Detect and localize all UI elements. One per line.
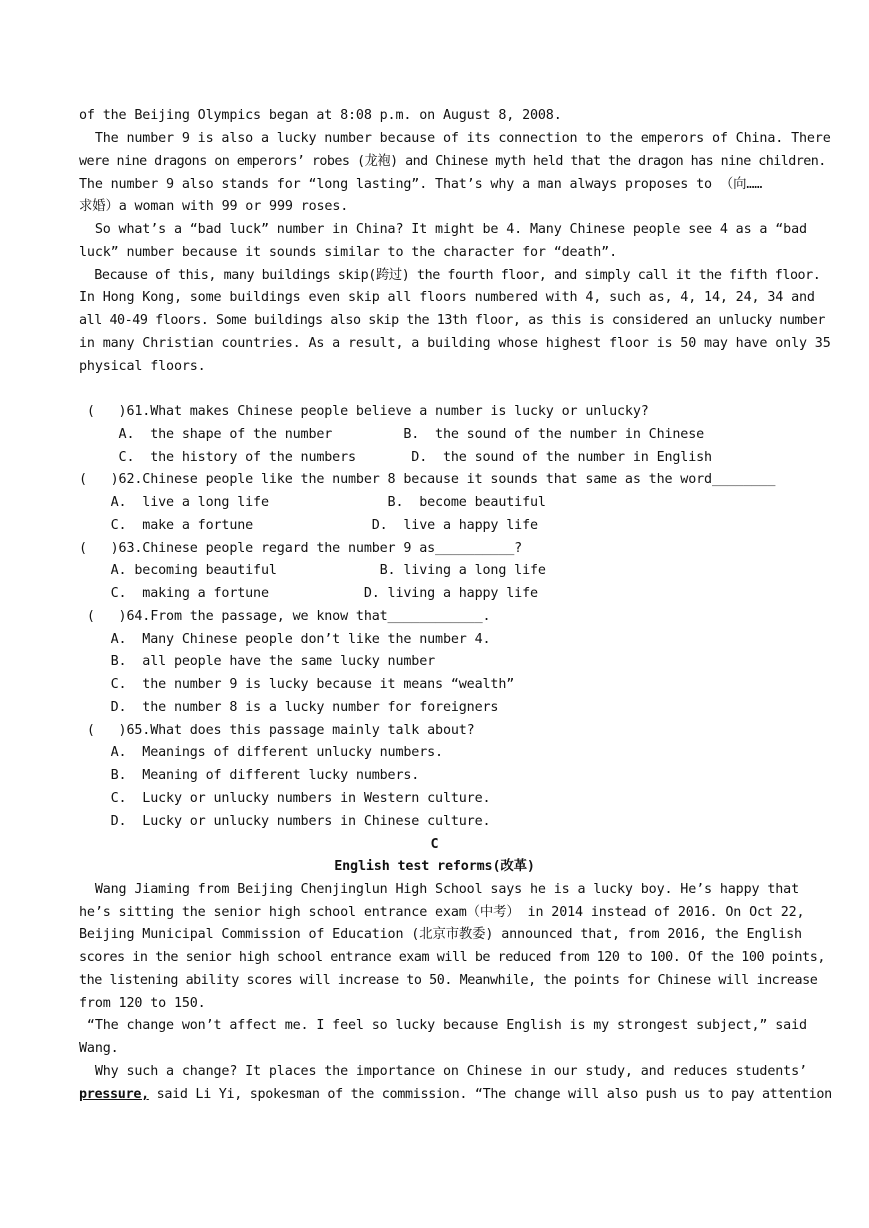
passage-line: Wang. — [79, 1041, 119, 1056]
question-option-64-b: B. all people have the same lucky number — [79, 654, 436, 669]
passage-line: physical floors. — [79, 359, 206, 374]
passage-line-rest: said Li Yi, spokesman of the commission. “The change will also push us to pay attention — [148, 1087, 832, 1102]
question-stem-61: ( )61.What makes Chinese people believe a number is lucky or unlucky? — [79, 404, 649, 419]
passage-line-last — [79, 1087, 832, 1103]
question-option-65-d: D. Lucky or unlucky numbers in Chinese culture. — [79, 814, 491, 829]
passage-line: were nine dragons on emperors’ robes (龙袍) and Chinese myth held that the dragon has nine children. — [79, 154, 826, 169]
passage-line: Because of this, many buildings skip(跨过) the fourth floor, and simply call it the fifth floor. — [79, 268, 821, 283]
question-option-62-cd: C. make a fortune D. live a happy life — [79, 518, 538, 533]
passage-line: In Hong Kong, some buildings even skip all floors numbered with 4, such as, 4, 14, 24, 34 and — [79, 290, 815, 305]
question-option-64-d: D. the number 8 is a lucky number for foreigners — [79, 700, 499, 715]
passage-line: Wang Jiaming from Beijing Chenjinglun High School says he is a lucky boy. He’s happy that — [79, 882, 799, 897]
question-option-61-ab: A. the shape of the number B. the sound of the number in Chinese — [79, 427, 705, 442]
question-option-65-b: B. Meaning of different lucky numbers. — [79, 768, 420, 783]
passage-line: in many Christian countries. As a result, a building whose highest floor is 50 may have only 35 — [79, 336, 831, 351]
passage-line: he’s sitting the senior high school entrance exam（中考） in 2014 instead of 2016. On Oct 22, — [79, 905, 805, 920]
question-option-63-cd: C. making a fortune D. living a happy life — [79, 586, 538, 601]
passage-line: “The change won’t affect me. I feel so lucky because English is my strongest subject,” said — [79, 1018, 807, 1033]
passage-line: Why such a change? It places the importance on Chinese in our study, and reduces students’ — [79, 1064, 807, 1079]
question-stem-63: ( )63.Chinese people regard the number 9 as__________? — [79, 541, 523, 556]
passage-line: 求婚）a woman with 99 or 999 roses. — [79, 199, 349, 214]
question-option-63-ab: A. becoming beautiful B. living a long life — [79, 563, 546, 578]
passage-line: So what’s a “bad luck” number in China? It might be 4. Many Chinese people see 4 as a “bad — [79, 222, 807, 237]
passage-line: The number 9 also stands for “long lasting”. That’s why a man always proposes to （向…… — [79, 177, 763, 192]
passage-line: Beijing Municipal Commission of Education (北京市教委) announced that, from 2016, the English — [79, 927, 802, 942]
section-title: English test reforms(改革) — [334, 859, 535, 874]
question-stem-62: ( )62.Chinese people like the number 8 because it sounds that same as the word________ — [79, 472, 776, 487]
underlined-word: pressure, — [79, 1087, 149, 1102]
passage-line: the listening ability scores will increase to 50. Meanwhile, the points for Chinese will increase — [79, 973, 818, 988]
passage-line: all 40-49 floors. Some buildings also skip the 13th floor, as this is considered an unlucky number — [79, 313, 825, 328]
question-option-61-cd: C. the history of the numbers D. the sound of the number in English — [79, 450, 712, 465]
passage-line: from 120 to 150. — [79, 996, 206, 1011]
passage-line: scores in the senior high school entrance exam will be reduced from 120 to 100. Of the 100 points, — [79, 950, 825, 965]
question-option-62-ab: A. live a long life B. become beautiful — [79, 495, 546, 510]
question-option-65-c: C. Lucky or unlucky numbers in Western culture. — [79, 791, 491, 806]
passage-line: of the Beijing Olympics began at 8:08 p.m. on August 8, 2008. — [79, 108, 562, 123]
passage-line: luck” number because it sounds similar to the character for “death”. — [79, 245, 618, 260]
question-stem-64: ( )64.From the passage, we know that____________. — [79, 609, 491, 624]
question-option-64-a: A. Many Chinese people don’t like the number 4. — [79, 632, 491, 647]
question-option-64-c: C. the number 9 is lucky because it means “wealth” — [79, 677, 515, 692]
passage-line: The number 9 is also a lucky number because of its connection to the emperors of China. There — [79, 131, 831, 146]
question-stem-65: ( )65.What does this passage mainly talk about? — [79, 723, 475, 738]
section-letter: C — [430, 837, 439, 852]
question-option-65-a: A. Meanings of different unlucky numbers. — [79, 745, 443, 760]
